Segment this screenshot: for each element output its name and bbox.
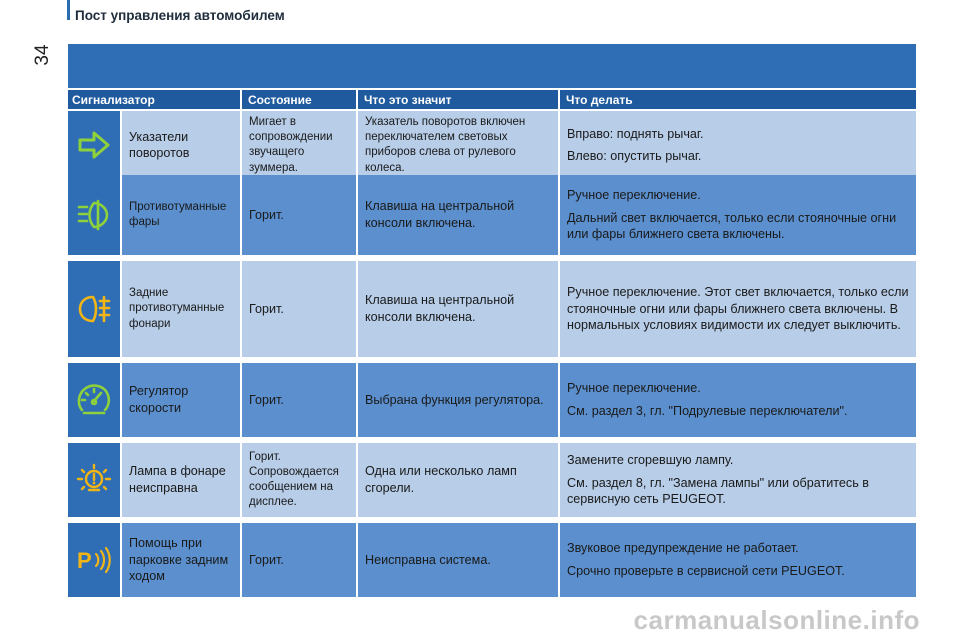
- indicator-meaning: Неисправна система.: [358, 523, 560, 603]
- indicator-meaning: Клавиша на центральной консоли включена.: [358, 175, 560, 261]
- indicator-action: [560, 363, 916, 443]
- table-row: [68, 261, 916, 363]
- indicator-state: Горит.: [242, 175, 358, 261]
- table-row: [68, 443, 916, 523]
- parking-assist-icon: [74, 545, 114, 575]
- indicator-meaning: Одна или несколько ламп сгорели.: [358, 443, 560, 523]
- table-top-band: [68, 44, 916, 90]
- watermark: carmanualsonline.info: [633, 605, 920, 635]
- indicator-icon-cell: [68, 261, 122, 363]
- indicator-action: [560, 175, 916, 261]
- indicator-action: [560, 523, 916, 603]
- page-title: Пост управления автомобилем: [75, 8, 285, 23]
- indicator-icon-cell: [68, 363, 122, 443]
- indicator-meaning: Выбрана функция регулятора.: [358, 363, 560, 443]
- cruise-control-icon: [76, 383, 112, 417]
- svg-text:P: P: [77, 548, 92, 573]
- action-line: Ручное переключение.: [567, 188, 701, 203]
- rear-fog-light-icon: [76, 292, 112, 326]
- action-line: Ручное переключение. Этот свет включается, только если стояночные огни или фары ближнего света включены. В нормальных условиях видимости их следует выключить.: [567, 285, 909, 333]
- indicator-name: Указатели поворотов: [122, 111, 242, 186]
- indicator-name: Задние противотуманные фонари: [122, 261, 242, 363]
- action-line: См. раздел 8, гл. "Замена лампы" или обратитесь в сервисную сеть PEUGEOT.: [567, 475, 869, 507]
- column-header-action: Что делать: [560, 90, 916, 111]
- table-row: [68, 111, 916, 175]
- indicator-name: Лампа в фонаре неисправна: [122, 443, 242, 523]
- indicator-table: [68, 44, 916, 603]
- action-line: Замените сгоревшую лампу.: [567, 453, 734, 468]
- indicator-action: [560, 261, 916, 363]
- indicator-state: Горит.: [242, 363, 358, 443]
- indicator-icon-cell: [68, 443, 122, 523]
- column-header-indicator: Сигнализатор: [68, 90, 242, 111]
- table-row: [68, 175, 916, 261]
- action-line: Вправо: поднять рычаг.: [567, 126, 704, 141]
- action-line: Ручное переключение.: [567, 381, 701, 396]
- table-row: [68, 523, 916, 603]
- page-number: 34: [32, 44, 53, 66]
- indicator-name: Помощь при парковке задним ходом: [122, 523, 242, 603]
- front-fog-light-icon: [76, 198, 112, 232]
- table-row: [68, 363, 916, 443]
- indicator-icon-cell: [68, 175, 122, 261]
- turn-signal-arrow-icon: [77, 130, 111, 160]
- column-header-state: Состояние: [242, 90, 358, 111]
- header-accent-bar: [67, 0, 70, 20]
- indicator-meaning: Клавиша на центральной консоли включена.: [358, 261, 560, 363]
- action-line: Влево: опустить рычаг.: [567, 149, 702, 164]
- indicator-state: Мигает в сопровождении звучащего зуммера.: [242, 111, 358, 186]
- indicator-action: [560, 443, 916, 523]
- indicator-icon-cell: [68, 523, 122, 603]
- table-header-row: [68, 90, 916, 111]
- column-header-meaning: Что это значит: [358, 90, 560, 111]
- action-line: Дальний свет включается, только если стояночные огни или фары ближнего света включены.: [567, 210, 897, 242]
- indicator-state: Горит.: [242, 261, 358, 363]
- indicator-meaning: Указатель поворотов включен переключателем световых приборов слева от рулевого колеса.: [358, 111, 560, 186]
- indicator-state: Горит.: [242, 523, 358, 603]
- action-line: Срочно проверьте в сервисной сети PEUGEOT.: [567, 564, 845, 578]
- bulb-failure-icon: [76, 463, 112, 497]
- indicator-name: Регулятор скорости: [122, 363, 242, 443]
- action-line: Звуковое предупреждение не работает.: [567, 541, 799, 556]
- indicator-state: Горит. Сопровождается сообщением на дисплее.: [242, 443, 358, 523]
- indicator-name: Противотуманные фары: [122, 175, 242, 261]
- action-line: См. раздел 3, гл. "Подрулевые переключатели".: [567, 404, 848, 418]
